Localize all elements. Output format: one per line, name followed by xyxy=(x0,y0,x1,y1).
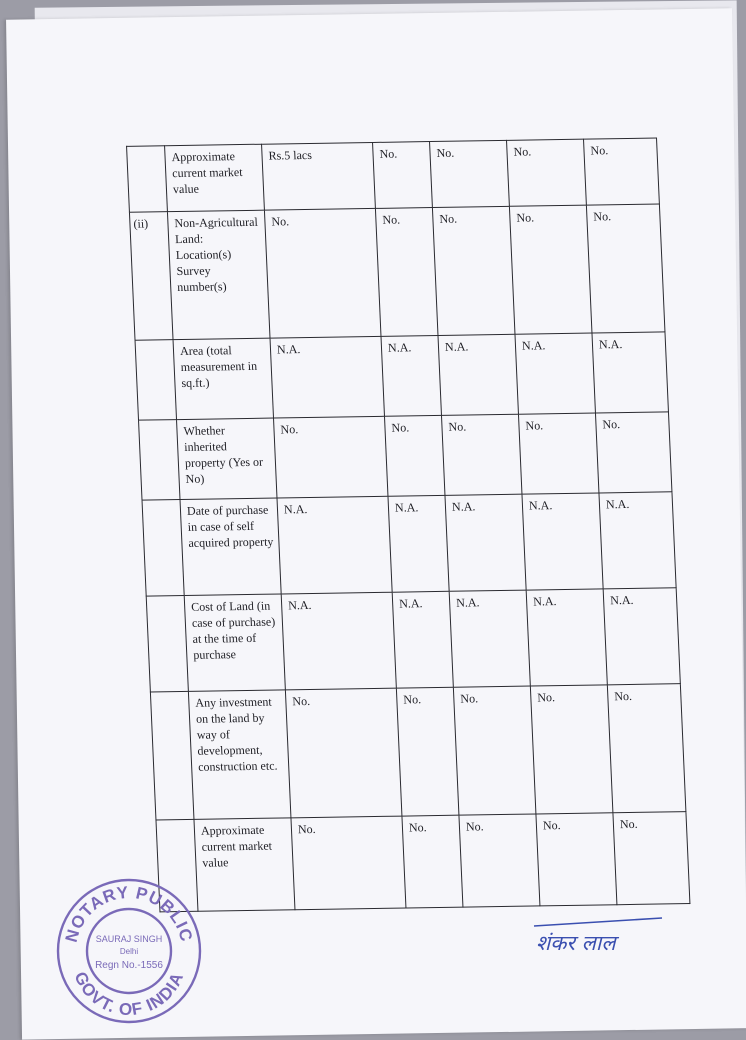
table-row xyxy=(129,204,665,340)
value-cell: N.A. xyxy=(281,592,396,690)
row-number-cell: (ii) xyxy=(129,212,173,341)
row-label-cell: Area (total measurement in sq.ft.) xyxy=(173,338,273,419)
value-cell: N.A. xyxy=(599,492,676,589)
value-cell: No. xyxy=(373,142,433,209)
value-cell: N.A. xyxy=(603,588,680,685)
stamp-regn-number: Regn No.-1556 xyxy=(95,960,163,971)
row-number-cell xyxy=(135,340,176,421)
value-cell: N.A. xyxy=(526,589,607,686)
stamp-bottom-text: GOVT. OF INDIA xyxy=(70,968,188,1020)
value-cell: No. xyxy=(518,413,598,494)
stamp-top-text: NOTARY PUBLIC xyxy=(61,882,197,945)
value-cell: N.A. xyxy=(277,496,392,594)
value-cell: No. xyxy=(430,140,510,207)
stamp-notary-name: SAURAJ SINGH xyxy=(95,934,163,944)
notary-public-stamp xyxy=(54,878,204,1024)
value-cell: No. xyxy=(453,686,536,815)
row-label-cell: Any investment on the land by way of development, construction etc. xyxy=(188,690,291,819)
row-number-cell xyxy=(142,500,184,597)
value-cell: No. xyxy=(432,206,515,335)
value-cell: Rs.5 lacs xyxy=(262,142,376,210)
row-label-cell: Non-Agricultural Land: Location(s) Survey number(s) xyxy=(167,210,270,339)
value-cell: N.A. xyxy=(515,333,595,414)
row-number-cell xyxy=(146,595,188,692)
table-row xyxy=(156,812,690,912)
value-cell: No. xyxy=(536,813,617,906)
table-row xyxy=(150,684,686,820)
value-cell: No. xyxy=(274,416,388,498)
value-cell: No. xyxy=(396,687,459,816)
table-row xyxy=(139,412,672,500)
value-cell: No. xyxy=(459,814,540,907)
table-row xyxy=(146,588,680,692)
value-cell: N.A. xyxy=(449,590,530,687)
value-cell: No. xyxy=(402,815,463,908)
row-number-cell xyxy=(127,146,168,213)
value-cell: No. xyxy=(509,205,592,334)
assets-table-wrapper xyxy=(126,137,690,912)
signature-text: शंकर लाल xyxy=(536,931,616,955)
value-cell: N.A. xyxy=(381,335,441,416)
signature-headline-stroke xyxy=(534,918,662,926)
value-cell: No. xyxy=(530,685,613,814)
value-cell: No. xyxy=(595,412,671,493)
value-cell: No. xyxy=(607,684,686,813)
handwritten-signature xyxy=(532,914,666,956)
table-row xyxy=(142,492,676,596)
row-label-cell: Date of purchase in case of self acquired property xyxy=(180,498,281,595)
table-row xyxy=(135,332,668,420)
value-cell: N.A. xyxy=(438,334,518,415)
value-cell: No. xyxy=(264,208,381,338)
table-row xyxy=(127,138,660,212)
value-cell: N.A. xyxy=(392,591,453,688)
value-cell: N.A. xyxy=(270,336,384,418)
row-label-cell: Cost of Land (in case of purchase) at the time of purchase xyxy=(184,594,285,691)
stamp-city: Delhi xyxy=(119,947,139,956)
row-number-cell xyxy=(150,691,194,820)
value-cell: No. xyxy=(291,816,406,910)
value-cell: N.A. xyxy=(522,493,603,590)
value-cell: No. xyxy=(285,688,402,818)
value-cell: No. xyxy=(384,415,444,496)
row-label-cell: Approximate current market value xyxy=(194,818,295,911)
value-cell: N.A. xyxy=(445,494,526,591)
assets-table-body xyxy=(127,138,690,912)
value-cell: N.A. xyxy=(388,495,449,592)
value-cell: No. xyxy=(586,204,665,333)
value-cell: No. xyxy=(584,138,660,205)
value-cell: No. xyxy=(375,208,438,337)
assets-table xyxy=(126,137,690,912)
row-label-cell: Whether inherited property (Yes or No) xyxy=(177,418,277,499)
value-cell: No. xyxy=(441,414,521,495)
value-cell: No. xyxy=(613,812,690,905)
row-number-cell xyxy=(139,420,180,501)
row-label-cell: Approximate current market value xyxy=(165,144,265,211)
value-cell: N.A. xyxy=(592,332,668,413)
value-cell: No. xyxy=(507,139,587,206)
